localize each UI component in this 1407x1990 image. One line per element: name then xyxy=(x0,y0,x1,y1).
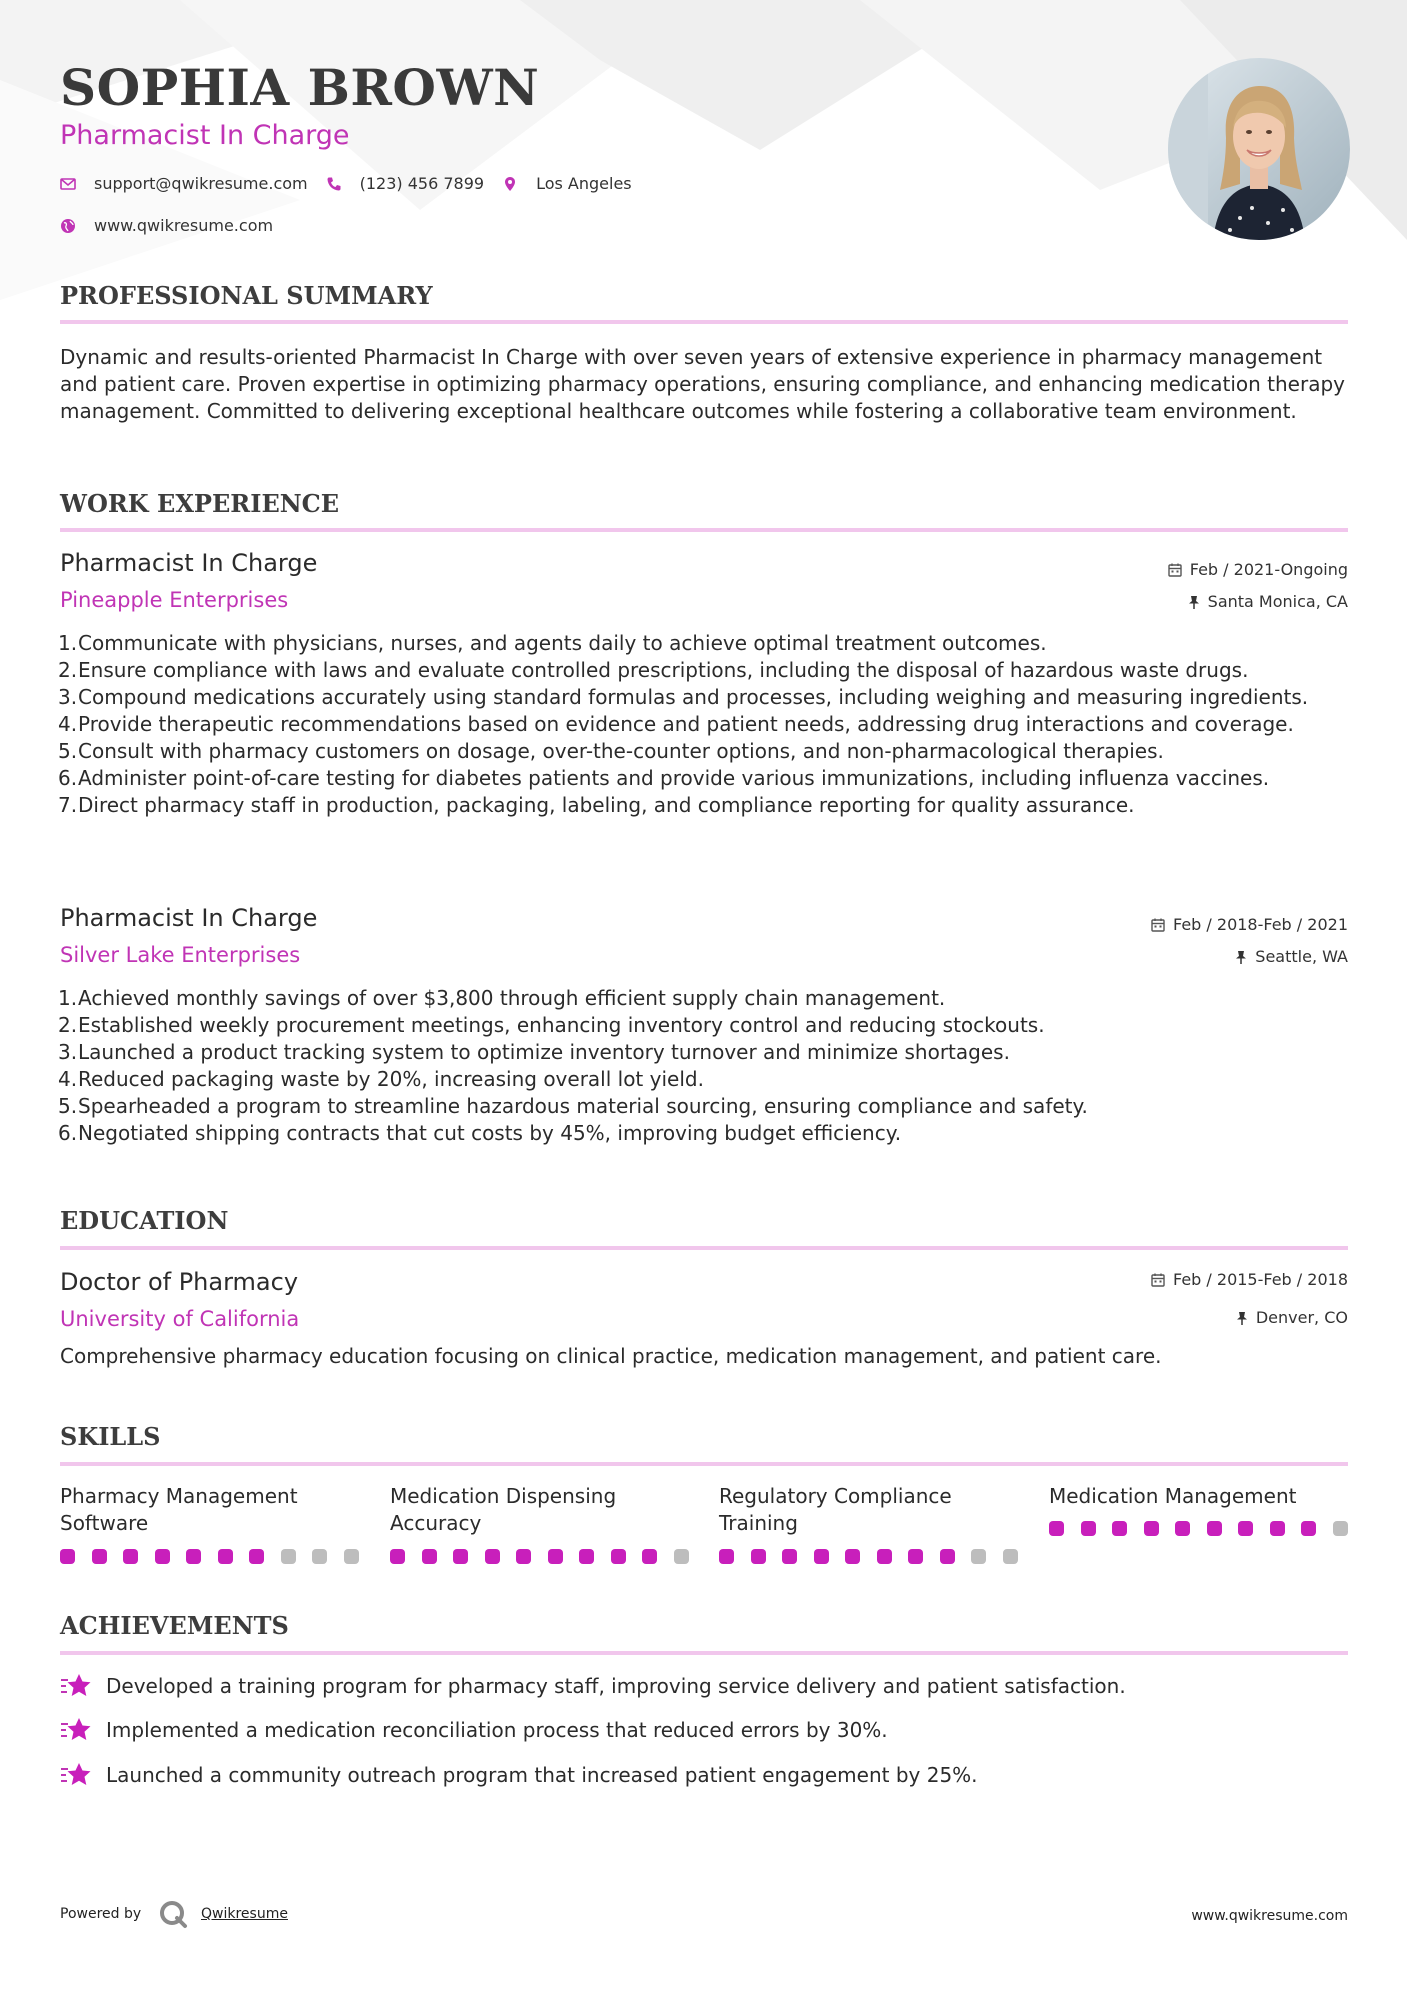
skill-dot-filled xyxy=(1301,1521,1316,1536)
skill-dot-filled xyxy=(579,1549,594,1564)
achievement-text: Implemented a medication reconciliation process that reduced errors by 30%. xyxy=(106,1718,888,1742)
skill-dot-filled xyxy=(453,1549,468,1564)
envelope-icon xyxy=(60,176,76,192)
job-title: Pharmacist In Charge xyxy=(60,549,318,577)
skill-dot-empty xyxy=(971,1549,986,1564)
skill-item xyxy=(1049,1483,1349,1510)
website-text: www.qwikresume.com xyxy=(94,216,274,235)
list-item: 4. Provide therapeutic recommendations based on evidence and patient needs, addressing drug interactions and coverage. xyxy=(58,712,1294,736)
phone-icon xyxy=(326,176,342,192)
skill-dot-empty xyxy=(674,1549,689,1564)
footer-website[interactable]: www.qwikresume.com xyxy=(1191,1908,1348,1924)
phone-text: (123) 456 7899 xyxy=(359,174,485,193)
skill-item xyxy=(390,1483,690,1537)
summary-text: Dynamic and results-oriented Pharmacist In Charge with over seven years of extensive experience in pharmacy management and patient care. Proven expertise in optimizing pharmacy operations, ensuring compliance, and enhancing medication therapy management. Committed to delivering exceptional healthcare outcomes while fostering a collaborative team environment. xyxy=(60,345,1345,423)
list-item: 5. Spearheaded a program to streamline hazardous material sourcing, ensuring compliance and safety. xyxy=(58,1094,1088,1118)
contact-email[interactable] xyxy=(60,174,308,193)
list-item: 2. Established weekly procurement meetings, enhancing inventory control and reducing stockouts. xyxy=(58,1013,1045,1037)
contact-row xyxy=(60,174,650,193)
skill-dot-filled xyxy=(611,1549,626,1564)
skill-name-line: Medication Management xyxy=(1049,1484,1297,1508)
education-description: Comprehensive pharmacy education focusing on clinical practice, medication management, and patient care. xyxy=(60,1344,1162,1368)
list-item: 1. Achieved monthly savings of over $3,800 through efficient supply chain management. xyxy=(58,986,946,1010)
job-location xyxy=(1188,592,1348,611)
job-date-text: Feb / 2021-Ongoing xyxy=(1189,560,1348,579)
qwikresume-logo-icon xyxy=(157,1898,189,1930)
candidate-name: SOPHIA BROWN xyxy=(60,58,540,117)
skill-dot-filled xyxy=(123,1549,138,1564)
contact-phone[interactable] xyxy=(326,174,484,193)
pushpin-icon xyxy=(1235,950,1247,964)
list-item: 7. Direct pharmacy staff in production, packaging, labeling, and compliance reporting for quality assurance. xyxy=(58,793,1135,817)
skill-dot-empty xyxy=(344,1549,359,1564)
job-duties-list xyxy=(60,630,1348,819)
map-pin-icon xyxy=(502,176,518,192)
skill-dot-filled xyxy=(782,1549,797,1564)
skill-dot-filled xyxy=(642,1549,657,1564)
job-company: Pineapple Enterprises xyxy=(60,588,289,612)
list-item: 4. Reduced packaging waste by 20%, increasing overall lot yield. xyxy=(58,1067,704,1091)
star-icon xyxy=(60,1762,92,1788)
email-text: support@qwikresume.com xyxy=(94,174,308,193)
job-company: Silver Lake Enterprises xyxy=(60,943,301,967)
pushpin-icon xyxy=(1188,595,1200,609)
experience-heading: WORK EXPERIENCE xyxy=(60,489,340,518)
education-date-text: Feb / 2015-Feb / 2018 xyxy=(1173,1270,1348,1289)
contact-website[interactable] xyxy=(60,216,273,235)
skill-dot-filled xyxy=(719,1549,734,1564)
education-heading: EDUCATION xyxy=(60,1206,229,1235)
education-location-text: Denver, CO xyxy=(1255,1308,1348,1327)
skill-dot-filled xyxy=(218,1549,233,1564)
skill-dot-filled xyxy=(186,1549,201,1564)
skill-dot-filled xyxy=(249,1549,264,1564)
qwikresume-link[interactable]: Qwikresume xyxy=(201,1906,288,1922)
location-text: Los Angeles xyxy=(536,174,632,193)
skill-name-line: Software xyxy=(60,1511,149,1535)
skill-dot-filled xyxy=(516,1549,531,1564)
job-date xyxy=(1151,915,1348,934)
list-item: 2. Ensure compliance with laws and evaluate controlled prescriptions, including the disposal of hazardous waste drugs. xyxy=(58,658,1249,682)
job-date-text: Feb / 2018-Feb / 2021 xyxy=(1173,915,1348,934)
website-row xyxy=(60,216,291,235)
job-location-text: Seattle, WA xyxy=(1255,947,1348,966)
calendar-icon xyxy=(1168,563,1182,577)
skill-dot-filled xyxy=(548,1549,563,1564)
skill-dot-empty xyxy=(312,1549,327,1564)
skill-dot-empty xyxy=(1333,1521,1348,1536)
footer xyxy=(60,1898,1348,1932)
skill-dot-filled xyxy=(814,1549,829,1564)
achievement-item xyxy=(60,1717,888,1743)
achievement-item xyxy=(60,1673,1126,1699)
skill-dot-filled xyxy=(877,1549,892,1564)
education-location xyxy=(1236,1308,1348,1327)
skill-dot-filled xyxy=(1049,1521,1064,1536)
education-date xyxy=(1151,1270,1348,1289)
skill-dot-filled xyxy=(1112,1521,1127,1536)
summary-heading: PROFESSIONAL SUMMARY xyxy=(60,281,433,310)
calendar-icon xyxy=(1151,918,1165,932)
job-date xyxy=(1168,560,1348,579)
job-location-text: Santa Monica, CA xyxy=(1207,592,1348,611)
profile-photo xyxy=(1168,58,1350,240)
school-name: University of California xyxy=(60,1307,300,1331)
skill-dot-filled xyxy=(92,1549,107,1564)
job-location xyxy=(1235,947,1348,966)
degree-title: Doctor of Pharmacy xyxy=(60,1268,299,1296)
skill-dot-filled xyxy=(1207,1521,1222,1536)
skill-name-line: Regulatory Compliance xyxy=(719,1484,952,1508)
star-icon xyxy=(60,1673,92,1699)
skill-item xyxy=(719,1483,1019,1537)
skills-heading: SKILLS xyxy=(60,1422,161,1451)
skill-dot-filled xyxy=(485,1549,500,1564)
skill-dot-filled xyxy=(390,1549,405,1564)
list-item: 1. Communicate with physicians, nurses, and agents daily to achieve optimal treatment outcomes. xyxy=(58,631,1047,655)
list-item: 3. Launched a product tracking system to optimize inventory turnover and minimize shortages. xyxy=(58,1040,1010,1064)
job-achievements-list xyxy=(60,985,1348,1147)
contact-location xyxy=(502,174,632,193)
skills-divider xyxy=(60,1462,1348,1466)
skill-dot-filled xyxy=(1175,1521,1190,1536)
calendar-icon xyxy=(1151,1273,1165,1287)
skill-dot-filled xyxy=(751,1549,766,1564)
skill-dot-empty xyxy=(1003,1549,1018,1564)
skill-dot-filled xyxy=(155,1549,170,1564)
achievement-text: Launched a community outreach program that increased patient engagement by 25%. xyxy=(106,1763,978,1787)
summary-divider xyxy=(60,320,1348,324)
list-item: 3. Compound medications accurately using standard formulas and processes, including weighing and measuring ingredients. xyxy=(58,685,1309,709)
skill-dot-filled xyxy=(60,1549,75,1564)
skill-dot-filled xyxy=(422,1549,437,1564)
education-divider xyxy=(60,1246,1348,1250)
pushpin-icon xyxy=(1236,1311,1248,1325)
skill-rating xyxy=(60,1549,375,1564)
skill-rating xyxy=(719,1549,1034,1564)
skill-name-line: Pharmacy Management xyxy=(60,1484,298,1508)
skill-dot-filled xyxy=(1238,1521,1253,1536)
globe-icon xyxy=(60,218,76,234)
list-item: 6. Negotiated shipping contracts that cut costs by 45%, improving budget efficiency. xyxy=(58,1121,902,1145)
skill-dot-filled xyxy=(1144,1521,1159,1536)
skill-dot-filled xyxy=(940,1549,955,1564)
skill-name-line: Accuracy xyxy=(390,1511,482,1535)
list-item: 6. Administer point-of-care testing for diabetes patients and provide various immunizations, including influenza vaccines. xyxy=(58,766,1270,790)
achievement-text: Developed a training program for pharmacy staff, improving service delivery and patient satisfaction. xyxy=(106,1674,1126,1698)
achievement-item xyxy=(60,1762,978,1788)
list-item: 5. Consult with pharmacy customers on dosage, over-the-counter options, and non-pharmacological therapies. xyxy=(58,739,1164,763)
skill-rating xyxy=(1049,1521,1364,1536)
star-icon xyxy=(60,1717,92,1743)
skill-dot-empty xyxy=(281,1549,296,1564)
skill-dot-filled xyxy=(1081,1521,1096,1536)
powered-by-label: Powered by xyxy=(60,1906,142,1922)
skill-dot-filled xyxy=(845,1549,860,1564)
skill-item xyxy=(60,1483,360,1537)
skill-dot-filled xyxy=(1270,1521,1285,1536)
skill-name-line: Training xyxy=(719,1511,798,1535)
job-title: Pharmacist In Charge xyxy=(60,904,318,932)
skill-name-line: Medication Dispensing xyxy=(390,1484,617,1508)
achievements-heading: ACHIEVEMENTS xyxy=(60,1611,289,1640)
achievements-divider xyxy=(60,1651,1348,1655)
skill-rating xyxy=(390,1549,705,1564)
skill-dot-filled xyxy=(908,1549,923,1564)
experience-divider xyxy=(60,528,1348,532)
candidate-title: Pharmacist In Charge xyxy=(60,120,350,151)
